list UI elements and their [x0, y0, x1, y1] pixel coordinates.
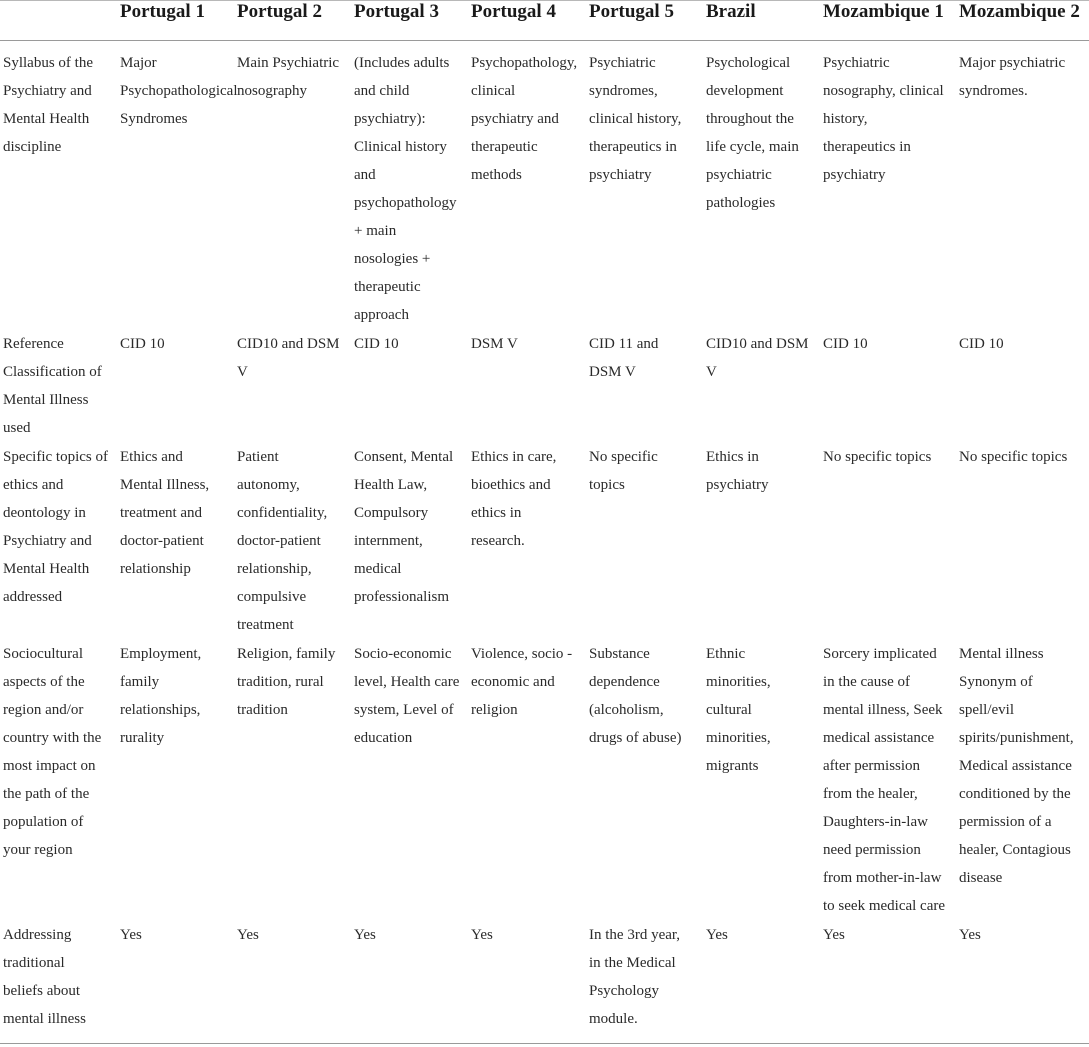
- cell-line: tradition, rural: [237, 674, 324, 690]
- cell-line: (Includes adults: [354, 55, 450, 71]
- cell-line: mental illness, Seek: [823, 702, 943, 718]
- cell-traditional-beliefs-portugal-1: [120, 921, 233, 949]
- column-header-portugal-3: Portugal 3: [354, 1, 439, 22]
- cell-line: psychopathology: [354, 195, 457, 211]
- cell-line: Patient: [237, 449, 279, 465]
- cell-line: Socio-economic: [354, 646, 452, 662]
- cell-line: nosography, clinical: [823, 83, 944, 99]
- row-label-traditional-beliefs: [3, 921, 116, 1033]
- cell-line: CID10 and DSM: [237, 336, 340, 352]
- cell-line: module.: [589, 1011, 638, 1027]
- cell-reference-classification-mozambique-2: [959, 330, 1087, 358]
- cell-traditional-beliefs-brazil: [706, 921, 819, 949]
- cell-line: rurality: [120, 730, 165, 746]
- cell-syllabus-portugal-3: [354, 49, 467, 329]
- cell-syllabus-brazil: [706, 49, 819, 217]
- cell-line: tradition: [237, 702, 288, 718]
- cell-line: Substance: [589, 646, 650, 662]
- cell-line: therapeutic: [354, 279, 421, 295]
- cell-line: Violence, socio -: [471, 646, 573, 662]
- cell-line: Psychology: [589, 983, 660, 999]
- column-header-mozambique-2: Mozambique 2: [959, 1, 1080, 22]
- cell-line: nosography: [237, 83, 307, 99]
- cell-line: therapeutics in: [823, 139, 911, 155]
- cell-line: Religion, family: [237, 646, 336, 662]
- cell-sociocultural-aspects-portugal-4: [471, 640, 584, 724]
- cell-line: Ethics in: [706, 449, 759, 465]
- cell-line: Ethics in care,: [471, 449, 557, 465]
- cell-sociocultural-aspects-portugal-1: [120, 640, 233, 752]
- cell-line: development: [706, 83, 784, 99]
- cell-line: Yes: [823, 927, 845, 943]
- cell-line: Mental Illness: [3, 392, 89, 408]
- cell-line: minorities,: [706, 674, 771, 690]
- cell-ethics-topics-portugal-4: [471, 443, 584, 555]
- cell-syllabus-portugal-5: [589, 49, 702, 189]
- cell-line: Syllabus of the: [3, 55, 93, 71]
- cell-ethics-topics-brazil: [706, 443, 819, 499]
- cell-line: DSM V: [589, 364, 636, 380]
- cell-line: education: [354, 730, 413, 746]
- cell-line: permission of a: [959, 814, 1052, 830]
- cell-sociocultural-aspects-mozambique-1: [823, 640, 955, 920]
- cell-line: psychiatry and: [471, 111, 559, 127]
- cell-line: CID 10: [120, 336, 165, 352]
- cell-line: Clinical history: [354, 139, 447, 155]
- cell-line: used: [3, 420, 31, 436]
- cell-line: Sorcery implicated: [823, 646, 937, 662]
- cell-line: psychiatry: [706, 477, 769, 493]
- cell-line: therapeutics in: [589, 139, 677, 155]
- cell-line: throughout the: [706, 111, 794, 127]
- cell-line: beliefs about: [3, 983, 81, 999]
- cell-reference-classification-portugal-5: [589, 330, 702, 386]
- cell-line: internment,: [354, 533, 423, 549]
- cell-reference-classification-portugal-3: [354, 330, 467, 358]
- cell-line: family: [120, 674, 160, 690]
- cell-line: methods: [471, 167, 522, 183]
- cell-line: treatment and: [120, 505, 203, 521]
- cell-line: topics: [589, 477, 625, 493]
- cell-line: confidentiality,: [237, 505, 328, 521]
- cell-line: Ethnic: [706, 646, 746, 662]
- cell-reference-classification-brazil: [706, 330, 819, 386]
- cell-line: therapeutic: [471, 139, 538, 155]
- cell-line: Mental Health: [3, 561, 90, 577]
- cell-line: in the cause of: [823, 674, 911, 690]
- cell-line: aspects of the: [3, 674, 85, 690]
- cell-line: Mental illness: [959, 646, 1044, 662]
- row-label-ethics-topics: [3, 443, 116, 611]
- cell-line: psychiatry: [589, 167, 652, 183]
- cell-line: clinical history,: [589, 111, 682, 127]
- cell-line: CID 10: [354, 336, 399, 352]
- cell-sociocultural-aspects-portugal-3: [354, 640, 467, 752]
- cell-line: approach: [354, 307, 409, 323]
- column-header-brazil: Brazil: [706, 1, 756, 22]
- cell-line: your region: [3, 842, 73, 858]
- cell-line: doctor-patient: [237, 533, 321, 549]
- cell-line: conditioned by the: [959, 786, 1071, 802]
- column-header-portugal-5: Portugal 5: [589, 1, 674, 22]
- row-label-syllabus: [3, 49, 116, 161]
- cell-line: life cycle, main: [706, 139, 799, 155]
- cell-line: Health Law,: [354, 477, 428, 493]
- cell-syllabus-portugal-1: [120, 49, 238, 133]
- cell-line: from the healer,: [823, 786, 918, 802]
- cell-line: after permission: [823, 758, 921, 774]
- cell-ethics-topics-mozambique-1: [823, 443, 955, 471]
- cell-line: population of: [3, 814, 84, 830]
- cell-line: DSM V: [471, 336, 518, 352]
- cell-line: religion: [471, 702, 518, 718]
- cell-line: spell/evil: [959, 702, 1014, 718]
- cell-line: drugs of abuse): [589, 730, 682, 746]
- cell-syllabus-mozambique-1: [823, 49, 955, 189]
- cell-line: system, Level of: [354, 702, 454, 718]
- cell-line: Psychopathology,: [471, 55, 578, 71]
- cell-line: Ethics and: [120, 449, 183, 465]
- cell-line: country with the: [3, 730, 102, 746]
- cell-line: medical: [354, 561, 402, 577]
- cell-line: to seek medical care: [823, 898, 946, 914]
- column-header-portugal-2: Portugal 2: [237, 1, 322, 22]
- cell-line: dependence: [589, 674, 660, 690]
- cell-line: Psychiatry and: [3, 533, 92, 549]
- cell-line: spirits/punishment,: [959, 730, 1074, 746]
- cell-traditional-beliefs-portugal-3: [354, 921, 467, 949]
- cell-ethics-topics-portugal-3: [354, 443, 467, 611]
- cell-line: minorities,: [706, 730, 771, 746]
- cell-line: nosologies +: [354, 251, 431, 267]
- cell-line: Employment,: [120, 646, 202, 662]
- cell-line: relationship,: [237, 561, 312, 577]
- cell-line: Psychiatric: [823, 55, 890, 71]
- cell-line: (alcoholism,: [589, 702, 664, 718]
- cell-reference-classification-portugal-4: [471, 330, 584, 358]
- cell-line: pathologies: [706, 195, 776, 211]
- cell-line: psychiatry: [823, 167, 886, 183]
- cell-line: discipline: [3, 139, 62, 155]
- cell-line: mental illness: [3, 1011, 86, 1027]
- cell-line: Compulsory: [354, 505, 429, 521]
- cell-line: Main Psychiatric: [237, 55, 340, 71]
- cell-ethics-topics-portugal-5: [589, 443, 702, 499]
- cell-reference-classification-mozambique-1: [823, 330, 955, 358]
- cell-line: autonomy,: [237, 477, 300, 493]
- cell-line: healer, Contagious: [959, 842, 1071, 858]
- cell-line: deontology in: [3, 505, 86, 521]
- cell-line: Synonym of: [959, 674, 1033, 690]
- cell-line: compulsive: [237, 589, 307, 605]
- cell-line: Sociocultural: [3, 646, 83, 662]
- cell-traditional-beliefs-portugal-5: [589, 921, 702, 1033]
- cell-traditional-beliefs-mozambique-1: [823, 921, 955, 949]
- cell-line: and child: [354, 83, 410, 99]
- cell-line: Consent, Mental: [354, 449, 454, 465]
- cell-line: Addressing: [3, 927, 72, 943]
- cell-line: V: [706, 364, 717, 380]
- cell-line: Daughters-in-law: [823, 814, 928, 830]
- cell-line: region and/or: [3, 702, 84, 718]
- cell-line: No specific topics: [823, 449, 932, 465]
- cell-line: CID 11 and: [589, 336, 659, 352]
- cell-line: in the Medical: [589, 955, 676, 971]
- cell-line: In the 3rd year,: [589, 927, 681, 943]
- cell-line: from mother-in-law: [823, 870, 942, 886]
- cell-traditional-beliefs-portugal-4: [471, 921, 584, 949]
- cell-line: Mental Health: [3, 111, 90, 127]
- cell-line: most impact on: [3, 758, 96, 774]
- cell-line: level, Health care: [354, 674, 460, 690]
- cell-line: disease: [959, 870, 1003, 886]
- cell-line: history,: [823, 111, 868, 127]
- cell-line: Yes: [706, 927, 728, 943]
- cell-line: syndromes,: [589, 83, 658, 99]
- cell-line: Yes: [120, 927, 142, 943]
- column-header-portugal-1: Portugal 1: [120, 1, 205, 22]
- cell-line: migrants: [706, 758, 759, 774]
- row-label-sociocultural-aspects: [3, 640, 116, 864]
- cell-line: need permission: [823, 842, 921, 858]
- cell-line: research.: [471, 533, 525, 549]
- row-label-reference-classification: [3, 330, 116, 442]
- cell-line: Psychiatric: [589, 55, 656, 71]
- cell-ethics-topics-portugal-2: [237, 443, 350, 639]
- cell-syllabus-portugal-2: [237, 49, 350, 105]
- cell-line: psychiatry):: [354, 111, 426, 127]
- cell-line: Psychiatry and: [3, 83, 92, 99]
- cell-line: Major psychiatric: [959, 55, 1066, 71]
- cell-line: clinical: [471, 83, 516, 99]
- column-header-portugal-4: Portugal 4: [471, 1, 556, 22]
- cell-line: Specific topics of: [3, 449, 108, 465]
- cell-line: Classification of: [3, 364, 102, 380]
- cell-line: psychiatric: [706, 167, 772, 183]
- cell-sociocultural-aspects-portugal-5: [589, 640, 702, 752]
- cell-syllabus-portugal-4: [471, 49, 584, 189]
- table-bottom-rule: [0, 1043, 1089, 1044]
- cell-sociocultural-aspects-mozambique-2: [959, 640, 1087, 892]
- cell-line: Syndromes: [120, 111, 188, 127]
- cell-line: bioethics and: [471, 477, 551, 493]
- cell-line: relationship: [120, 561, 191, 577]
- header-rule: [0, 40, 1089, 41]
- cell-line: ethics in: [471, 505, 522, 521]
- cell-line: syndromes.: [959, 83, 1028, 99]
- cell-ethics-topics-portugal-1: [120, 443, 233, 583]
- cell-line: the path of the: [3, 786, 90, 802]
- cell-line: doctor-patient: [120, 533, 204, 549]
- cell-line: treatment: [237, 617, 294, 633]
- column-header-mozambique-1: Mozambique 1: [823, 1, 944, 22]
- cell-line: V: [237, 364, 248, 380]
- cell-line: CID10 and DSM: [706, 336, 809, 352]
- cell-line: CID 10: [959, 336, 1004, 352]
- cell-line: addressed: [3, 589, 63, 605]
- cell-line: Yes: [237, 927, 259, 943]
- cell-line: Yes: [471, 927, 493, 943]
- cell-line: + main: [354, 223, 397, 239]
- cell-line: medical assistance: [823, 730, 935, 746]
- cell-line: Psychological: [706, 55, 791, 71]
- cell-line: No specific topics: [959, 449, 1068, 465]
- cell-syllabus-mozambique-2: [959, 49, 1087, 105]
- cell-reference-classification-portugal-2: [237, 330, 350, 386]
- cell-line: Reference: [3, 336, 64, 352]
- cell-line: ethics and: [3, 477, 64, 493]
- cell-reference-classification-portugal-1: [120, 330, 233, 358]
- cell-line: Yes: [354, 927, 376, 943]
- cell-line: No specific: [589, 449, 658, 465]
- cell-sociocultural-aspects-brazil: [706, 640, 819, 780]
- cell-line: relationships,: [120, 702, 201, 718]
- cell-line: Medical assistance: [959, 758, 1072, 774]
- cell-line: economic and: [471, 674, 555, 690]
- cell-line: cultural: [706, 702, 752, 718]
- cell-line: professionalism: [354, 589, 449, 605]
- cell-ethics-topics-mozambique-2: [959, 443, 1087, 471]
- cell-line: Psychopathological: [120, 83, 238, 99]
- cell-line: Yes: [959, 927, 981, 943]
- cell-traditional-beliefs-portugal-2: [237, 921, 350, 949]
- cell-line: traditional: [3, 955, 65, 971]
- cell-line: CID 10: [823, 336, 868, 352]
- cell-line: Major: [120, 55, 157, 71]
- cell-line: Mental Illness,: [120, 477, 210, 493]
- cell-line: and: [354, 167, 376, 183]
- cell-traditional-beliefs-mozambique-2: [959, 921, 1087, 949]
- cell-sociocultural-aspects-portugal-2: [237, 640, 350, 724]
